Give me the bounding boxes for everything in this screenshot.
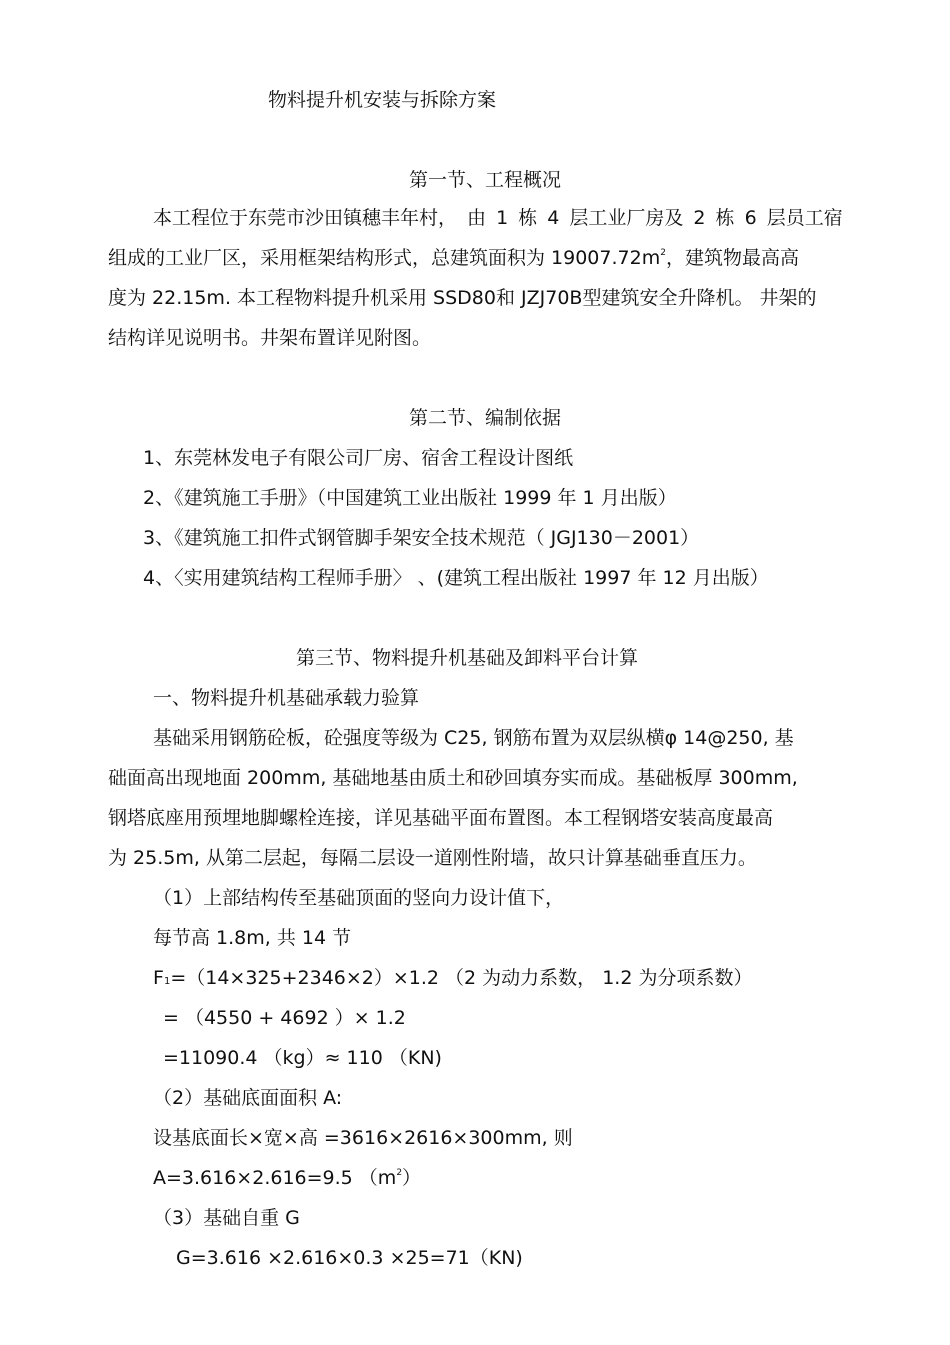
- section-1-para-line-3: 度为 22.15m. 本工程物料提升机采用 SSD80和 JZJ70B型建筑安全升降机。 井架的: [108, 287, 817, 309]
- reference-item-1: 1、东莞林发电子有限公司厂房、宿舍工程设计图纸: [143, 447, 574, 469]
- calc-force-step-2: = （4550 + 4692 ）× 1.2: [163, 1007, 406, 1029]
- calc-area-superscript: 2: [396, 1168, 403, 1178]
- section-2-heading: 第二节、编制依据: [409, 407, 562, 429]
- section-1-para-line-2: [108, 246, 799, 270]
- document-title: 物料提升机安装与拆除方案: [268, 89, 497, 111]
- calc-force-subscript: 1: [163, 976, 171, 987]
- calc-weight-formula: G=3.616 ×2.616×0.3 ×25=71（KN): [176, 1247, 523, 1269]
- calc-area-expression: A=3.616×2.616=9.5 （m: [153, 1167, 397, 1189]
- section-1-para-line-2-text: 组成的工业厂区，采用框架结构形式，总建筑面积为 19007.72m: [108, 247, 661, 269]
- section-3-para-line-4: 为 25.5m, 从第二层起，每隔二层设一道刚性附墙，故只计算基础垂直压力。: [108, 847, 757, 869]
- calc-force-formula: [153, 966, 752, 994]
- reference-item-3: 3、《建筑施工扣件式钢管脚手架安全技术规范（ JGJ130－2001）: [143, 527, 700, 549]
- section-1-heading: 第一节、工程概况: [409, 169, 562, 191]
- calc-segment-height: 每节高 1.8m, 共 14 节: [153, 927, 352, 949]
- calc-force-expression: =（14×325+2346×2）×1.2 （2 为动力系数， 1.2 为分项系数）: [170, 967, 753, 989]
- section-3-subheading-1: 一、物料提升机基础承载力验算: [153, 687, 420, 709]
- reference-item-4: 4、〈实用建筑结构工程师手册〉 、(建筑工程出版社 1997 年 12 月出版）: [143, 567, 769, 589]
- section-3-para-line-1: 基础采用钢筋砼板，砼强度等级为 C25, 钢筋布置为双层纵横φ 14@250, 基: [153, 727, 794, 749]
- calc-force-symbol: F: [153, 967, 164, 989]
- calc-step-3-label: （3）基础自重 G: [153, 1207, 300, 1229]
- section-1-para-line-2-tail: ，建筑物最高高: [665, 247, 799, 269]
- calc-dimensions: 设基底面长×宽×高 =3616×2616×300mm, 则: [153, 1127, 573, 1149]
- calc-force-result: =11090.4 （kg）≈ 110 （KN): [163, 1047, 442, 1069]
- section-3-heading: 第三节、物料提升机基础及卸料平台计算: [296, 647, 639, 669]
- calc-area-formula: [153, 1166, 421, 1190]
- section-3-para-line-3: 钢塔底座用预埋地脚螺栓连接，详见基础平面布置图。本工程钢塔安装高度最高: [108, 807, 774, 829]
- reference-item-2: 2、《建筑施工手册》（中国建筑工业出版社 1999 年 1 月出版）: [143, 487, 677, 509]
- section-3-para-line-2: 础面高出现地面 200mm, 基础地基由质土和砂回填夯实而成。基础板厚 300mm,: [108, 767, 798, 789]
- area-unit-superscript: 2: [660, 248, 666, 258]
- calc-step-2-label: （2）基础底面面积 A:: [153, 1087, 343, 1109]
- section-1-para-line-1: 本工程位于东莞市沙田镇穗丰年村， 由 1 栋 4 层工业厂房及 2 栋 6 层员工宿: [153, 207, 843, 229]
- calc-area-close: ）: [402, 1167, 422, 1189]
- section-1-para-line-4: 结构详见说明书。井架布置详见附图。: [108, 327, 432, 349]
- calc-step-1-label: （1）上部结构传至基础顶面的竖向力设计值下，: [153, 887, 565, 909]
